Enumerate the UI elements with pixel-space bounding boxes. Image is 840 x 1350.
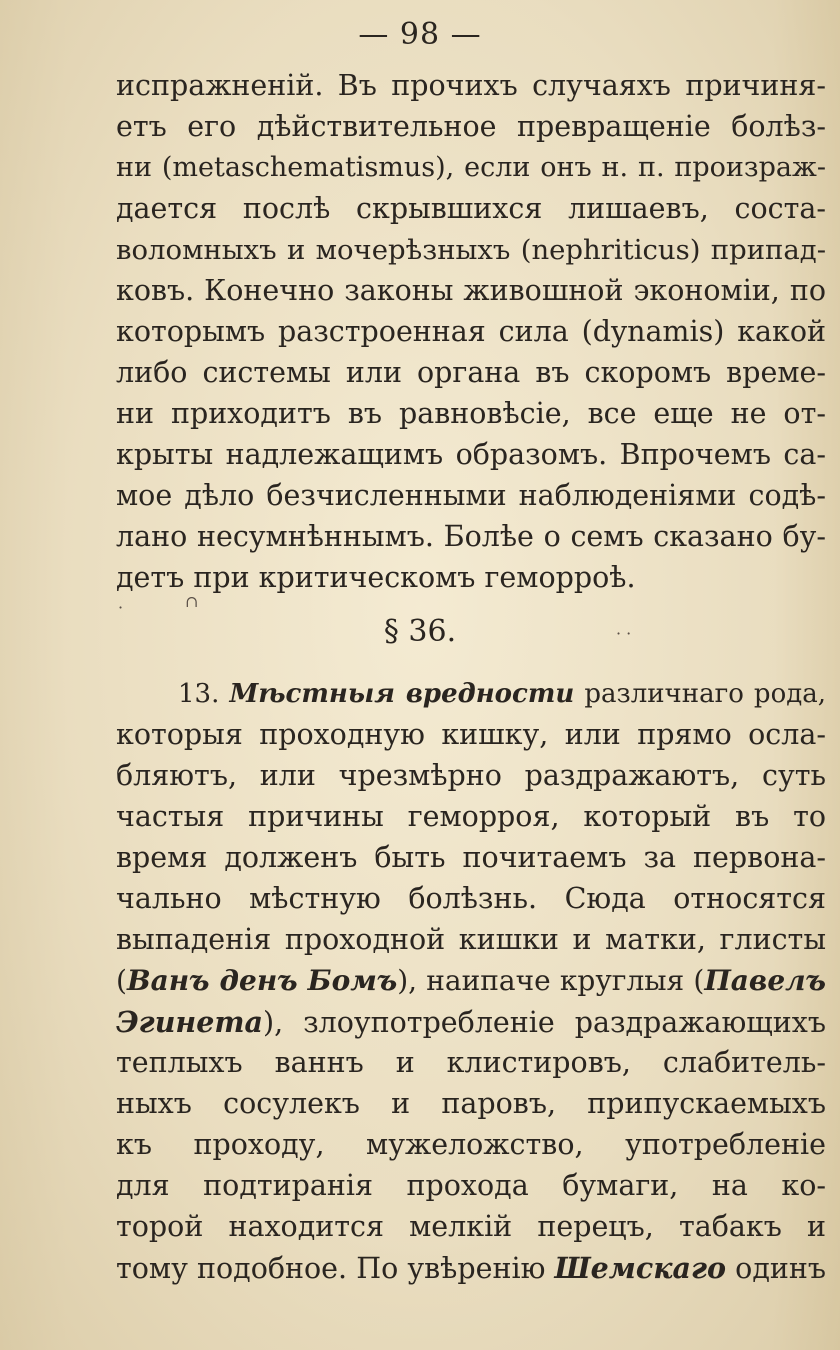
page-number: — 98 — bbox=[358, 17, 482, 52]
text-line: чально мѣстную болѣзнь. Сюда относятся bbox=[116, 882, 826, 915]
text-line: лано несумнѣннымъ. Болѣе о семъ сказано бу- bbox=[116, 520, 826, 553]
text-line: етъ его дѣйствительное превращеніе болѣз- bbox=[116, 110, 826, 143]
text-line: воломныхъ и мочерѣзныхъ (nephriticus) припад- bbox=[116, 234, 826, 266]
italic-term: Мѣстныя вредности bbox=[229, 679, 575, 709]
text-line: либо системы или органа въ скоромъ време- bbox=[116, 356, 826, 389]
text-line: которымъ разстроенная сила (dynamis) какой bbox=[116, 315, 826, 348]
ink-speck: ∩ bbox=[185, 592, 199, 611]
section-heading: § 36. bbox=[383, 614, 457, 649]
text-line: испражненій. Въ прочихъ случаяхъ причиня- bbox=[116, 69, 826, 102]
citation-author: Эгинета bbox=[116, 1005, 263, 1039]
text-line-citation bbox=[116, 961, 826, 1001]
text-line: частыя причины геморроя, который въ то bbox=[116, 800, 826, 833]
text-line: къ проходу, мужеложство, употребленіе bbox=[116, 1128, 826, 1161]
ink-speck: · bbox=[118, 598, 124, 617]
text-line: ни (metaschematismus), если онъ н. п. произраж- bbox=[116, 152, 826, 183]
text-line: ни приходитъ въ равновѣсіе, все еще не от- bbox=[116, 397, 826, 430]
text-line: выпаденія проходной кишки и матки, глисты bbox=[116, 923, 826, 956]
text-line: торой находится мелкій перецъ, табакъ и bbox=[116, 1210, 826, 1243]
text-line: дается послѣ скрывшихся лишаевъ, состa- bbox=[116, 192, 826, 225]
text-fragment: ), наипаче круглыя ( bbox=[397, 964, 705, 997]
text-line: крыты надлежащимъ образомъ. Впрочемъ са- bbox=[116, 438, 826, 471]
text-line: ковъ. Конечно законы живошной экономіи, по bbox=[116, 274, 826, 307]
text-line-citation bbox=[116, 1002, 826, 1042]
text-line: мое дѣло безчисленными наблюденіями содѣ- bbox=[116, 479, 826, 512]
text-line: детъ при критическомъ геморроѣ. bbox=[116, 561, 636, 594]
text-fragment: тому подобное. По увѣренію bbox=[116, 1252, 555, 1285]
text-line: которыя проходную кишку, или прямо осла- bbox=[116, 718, 826, 751]
text-line: ныхъ сосулекъ и паровъ, припускаемыхъ bbox=[116, 1087, 826, 1120]
citation-author: Ванъ денъ Бомъ bbox=[126, 964, 398, 997]
text-line-first bbox=[178, 674, 826, 714]
text-fragment: ), злоупотребленіе раздражающихъ bbox=[262, 1006, 826, 1039]
item-number: 13. bbox=[178, 679, 220, 709]
text-line: теплыхъ ваннъ и клистировъ, слабитель- bbox=[116, 1046, 826, 1079]
text-line: для подтиранія прохода бумаги, на ко- bbox=[116, 1169, 826, 1202]
text-line: время долженъ быть почитаемъ за первона- bbox=[116, 841, 826, 874]
text-line-last bbox=[116, 1248, 826, 1288]
text-line: бляютъ, или чрезмѣрно раздражаютъ, суть bbox=[116, 759, 826, 792]
citation-author: Павелъ bbox=[704, 964, 826, 997]
text-fragment: различнаго рода, bbox=[584, 679, 826, 709]
text-fragment: ( bbox=[116, 964, 127, 997]
citation-author: Шемскаго bbox=[554, 1251, 727, 1285]
text-fragment: одинъ bbox=[726, 1252, 826, 1285]
ink-speck: · · bbox=[616, 624, 632, 643]
